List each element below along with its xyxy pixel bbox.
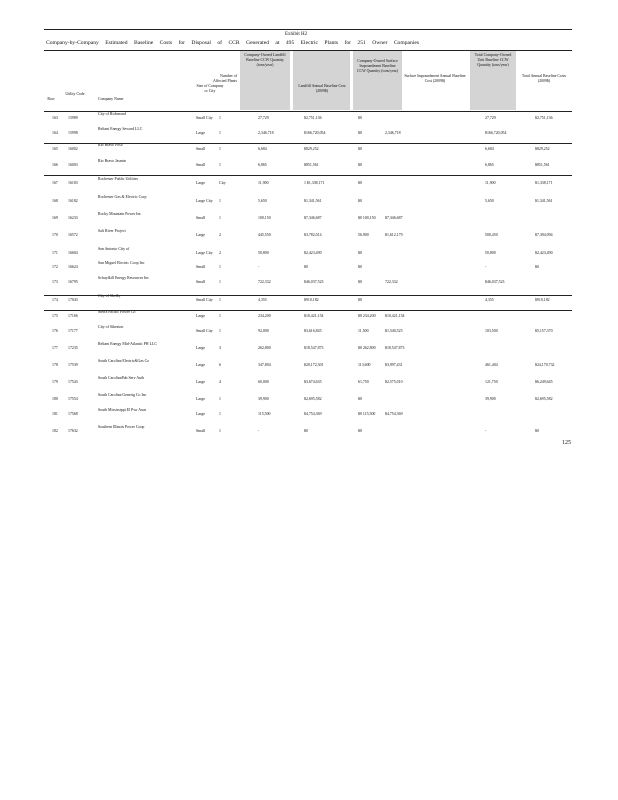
cell-tc: $1,341,561 [535, 199, 553, 203]
cell-tc: $2,751,136 [535, 116, 553, 120]
cell-lq: 6,865 [258, 163, 267, 167]
cell-tc: $6,249,645 [535, 380, 553, 384]
cell-name: Rio Bravo Poso [98, 143, 123, 147]
cell-row: 180 [52, 397, 58, 401]
cell-tq: 500,450 [485, 233, 498, 237]
cell-plants: 2 [219, 251, 221, 255]
cell-code: 16233 [68, 216, 78, 220]
cell-name: South Carolina Genertg Co Inc [98, 393, 147, 397]
cell-sc: $1,612,179 [385, 233, 403, 237]
cell-lq: 5,650 [258, 199, 267, 203]
header-landfill-cost: Landfill Annual Baseline Cost (2009$) [298, 84, 346, 93]
cell-sq: 61,750 [358, 380, 369, 384]
cell-lc: $3,674,635 [304, 380, 322, 384]
cell-lc: $0 [304, 265, 308, 269]
cell-plants: 2 [219, 233, 221, 237]
cell-code: 17043 [68, 298, 78, 302]
cell-sc: 2,346,718 [385, 131, 401, 135]
cell-size: Small [196, 163, 206, 167]
cell-lc: $7,346,687 [304, 216, 322, 220]
cell-sq: $0 [358, 280, 362, 284]
cell-lq: 234,200 [258, 314, 271, 318]
cell-code: 16795 [68, 280, 78, 284]
cell-lq: 445,550 [258, 233, 271, 237]
cell-plants: 6 [219, 363, 221, 367]
cell-lc: $910,182 [304, 298, 319, 302]
cell-tq: - [485, 429, 487, 433]
cell-name: Sierra Pacific Power Co [98, 310, 136, 314]
cell-size: Large [196, 314, 206, 318]
cell-lc: $4,754,369 [304, 412, 322, 416]
cell-tq: 121,750 [485, 380, 498, 384]
cell-size: Small [196, 280, 206, 284]
cell-sc: $3,997,431 [385, 363, 403, 367]
cell-size: Large [196, 380, 206, 384]
header-plants: Number of Affected Plants [212, 74, 237, 83]
cell-lc: $3,782,014 [304, 233, 322, 237]
cell-tc: $851,561 [535, 163, 550, 167]
cell-code: 17568 [68, 412, 78, 416]
cell-size: Small City [196, 329, 213, 333]
cell-plants: 1 [219, 329, 221, 333]
cell-sq: $0 [358, 265, 362, 269]
cell-code: 16604 [68, 251, 78, 255]
cell-size: Small [196, 265, 206, 269]
cell-sq: $0 [358, 298, 362, 302]
cell-code: 17235 [68, 346, 78, 350]
cell-code: 16182 [68, 199, 78, 203]
cell-tc: $0 [535, 265, 539, 269]
cell-lc: $0 [304, 429, 308, 433]
row-separator [44, 295, 572, 296]
cell-tq: - [485, 265, 487, 269]
row-separator [44, 310, 572, 311]
cell-sq: $0 115,500 [358, 412, 376, 416]
cell-sq: $0 [358, 116, 362, 120]
header-row: Row [47, 97, 55, 101]
cell-sq: 113,600 [358, 363, 371, 367]
cell-name: Reliant Energy Mid-Atlantic PH LLC [98, 342, 157, 346]
cell-name: South Carolina Electric&Gas Co [98, 359, 150, 363]
cell-tc: $910,182 [535, 298, 550, 302]
cell-plants: 1 [219, 163, 221, 167]
cell-tc: $1,338,171 [535, 181, 553, 185]
cell-plants: 1 [219, 199, 221, 203]
cell-tc: $5,157,370 [535, 329, 553, 333]
cell-lq: 92,000 [258, 329, 269, 333]
cell-tq: 461,404 [485, 363, 498, 367]
header-si-qty: Company-Owned Surface Impoundment Baseline CCW Quantity (tons/year) [356, 59, 399, 73]
cell-name: Salt River Project [98, 229, 126, 233]
cell-plants: City [219, 181, 226, 185]
page-number: 125 [562, 440, 571, 446]
cell-lq: 6,684 [258, 147, 267, 151]
cell-code: 17539 [68, 363, 78, 367]
cell-code: 16624 [68, 265, 78, 269]
cell-size: Large [196, 412, 206, 416]
cell-row: 176 [52, 329, 58, 333]
cell-size: Large [196, 397, 206, 401]
cell-sc: $7,346,687 [385, 216, 403, 220]
cell-sc: $1,540,525 [385, 329, 403, 333]
cell-tq: 6,865 [485, 163, 494, 167]
cell-lc: $3,616,845 [304, 329, 322, 333]
cell-lq: 27,729 [258, 116, 269, 120]
cell-name: Rochester Gas & Electric Corp [98, 195, 147, 199]
cell-lq: 60,000 [258, 380, 269, 384]
cell-sc: $4,754,369 [385, 412, 403, 416]
cell-size: Large City [196, 251, 213, 255]
cell-sq: $0 [358, 251, 362, 255]
cell-tq: 6,684 [485, 147, 494, 151]
cell-lc: $2,423,490 [304, 251, 322, 255]
cell-plants: 3 [219, 346, 221, 350]
cell-size: Small [196, 147, 206, 151]
cell-lq: 2,346,718 [258, 131, 274, 135]
cell-tq: 27,729 [485, 116, 496, 120]
header-utility-code: Utility Code [65, 92, 85, 96]
cell-size: Large [196, 131, 206, 135]
cell-name: Rio Bravo Jasmin [98, 159, 126, 163]
cell-row: 181 [52, 412, 58, 416]
cell-tc: $2,695,582 [535, 397, 553, 401]
cell-tc: $829,252 [535, 147, 550, 151]
cell-size: Small City [196, 298, 213, 302]
cell-code: 17554 [68, 397, 78, 401]
cell-sq: $0 [358, 199, 362, 203]
cell-tq: 39,900 [485, 397, 496, 401]
cell-plants: 1 [219, 116, 221, 120]
cell-name: San Miguel Electric Coop Inc [98, 261, 145, 265]
cell-code: 16183 [68, 181, 78, 185]
cell-row: 167 [52, 181, 58, 185]
cell-row: 166 [52, 163, 58, 167]
cell-lq: - [258, 265, 260, 269]
cell-lq: - [258, 429, 260, 433]
cell-size: Large [196, 346, 206, 350]
cell-name: San Antonio City of [98, 247, 130, 251]
cell-name: Rocky Mountain Power Inc [98, 212, 142, 216]
cell-lc: $20,172,301 [304, 363, 324, 367]
cell-sq: $0 262,800 [358, 346, 376, 350]
cell-row: 178 [52, 363, 58, 367]
header-company-name: Company Name [98, 97, 124, 101]
cell-lc: $851,561 [304, 163, 319, 167]
cell-name: South CarolinaPub Serv Auth [98, 376, 145, 380]
cell-size: Large City [196, 199, 213, 203]
cell-row: 182 [52, 429, 58, 433]
cell-lq: 39,900 [258, 397, 269, 401]
cell-row: 171 [52, 251, 58, 255]
cell-lq: 4,355 [258, 298, 267, 302]
cell-row: 174 [52, 298, 58, 302]
cell-tq: 50,800 [485, 251, 496, 255]
cell-sq: $0 [358, 163, 362, 167]
cell-size: Large [196, 181, 206, 185]
cell-sc: $10,421,154 [385, 314, 405, 318]
cell-row: 172 [52, 265, 58, 269]
cell-lc: $829,252 [304, 147, 319, 151]
cell-plants: 1 [219, 216, 221, 220]
cell-size: Large [196, 233, 206, 237]
cell-tq: 11,900 [485, 181, 496, 185]
cell-lc: $2,695,582 [304, 397, 322, 401]
cell-code: 17177 [68, 329, 78, 333]
cell-size: Small [196, 429, 206, 433]
cell-size: Small City [196, 116, 213, 120]
cell-row: 173 [52, 280, 58, 284]
cell-tc: $0 [535, 429, 539, 433]
header-size: Size of Company or City [196, 84, 224, 93]
cell-tq: 103,500 [485, 329, 498, 333]
cell-sc: $2,575,010 [385, 380, 403, 384]
cell-size: Large [196, 363, 206, 367]
cell-plants: 1 [219, 429, 221, 433]
cell-name: City of Shelby [98, 294, 121, 298]
cell-name: Reliant Energy Seward LLC [98, 127, 143, 131]
cell-tc: $24,170,732 [535, 363, 555, 367]
row-separator [44, 143, 572, 144]
cell-code: 17632 [68, 429, 78, 433]
cell-lc: $10,421,154 [304, 314, 324, 318]
cell-lc: $1,341,561 [304, 199, 322, 203]
cell-code: 16572 [68, 233, 78, 237]
cell-row: 165 [52, 147, 58, 151]
cell-plants: 4 [219, 380, 221, 384]
cell-lq: 100,150 [258, 216, 271, 220]
cell-plants: 1 [219, 265, 221, 269]
cell-row: 175 [52, 314, 58, 318]
cell-tq: $166,720,054 [485, 131, 507, 135]
cell-name: City of Richmond [98, 112, 127, 116]
cell-lc: $18,547,873 [304, 346, 324, 350]
cell-lq: 722,332 [258, 280, 271, 284]
cell-sq: 11,500 [358, 329, 369, 333]
cell-lc: $2,751,136 [304, 116, 322, 120]
cell-tq: 4,355 [485, 298, 494, 302]
cell-plants: 1 [219, 397, 221, 401]
cell-sq: $0 [358, 147, 362, 151]
cell-lq: 347,804 [258, 363, 271, 367]
cell-plants: 1 [219, 298, 221, 302]
cell-lc: $46,037,523 [304, 280, 324, 284]
cell-plants: 1 [219, 280, 221, 284]
cell-tq: 5,650 [485, 199, 494, 203]
cell-lc: 1 $1,338,171 [304, 181, 325, 185]
cell-lq: 115,500 [258, 412, 271, 416]
cell-lq: 262,800 [258, 346, 271, 350]
header-total-qty: Total Company-Owned Unit Baseline CCW Quantity (tons/year) [474, 53, 512, 67]
cell-sc: 722,332 [385, 280, 398, 284]
cell-name: City of Sikeston [98, 325, 124, 329]
cell-row: 163 [52, 116, 58, 120]
cell-sq: $0 234,200 [358, 314, 376, 318]
cell-plants: 1 [219, 314, 221, 318]
cell-plants: 1 [219, 147, 221, 151]
cell-plants: 1 [219, 131, 221, 135]
cell-name: Schuylkill Energy Resources Inc [98, 276, 150, 280]
cell-code: 17166 [68, 314, 78, 318]
cell-tc: $7,394,094 [535, 233, 553, 237]
cell-code: 15989 [68, 116, 78, 120]
cell-sq: 56,900 [358, 233, 369, 237]
cell-sq: $0 [358, 397, 362, 401]
header-landfill-qty: Company-Owned Landfill Baseline CCW Quantity (tons/year) [244, 53, 286, 67]
cell-row: 164 [52, 131, 58, 135]
cell-tc: $2,423,490 [535, 251, 553, 255]
header-si-cost: Surface Impoundment Annual Baseline Cost (2009$) [404, 74, 466, 83]
cell-row: 169 [52, 216, 58, 220]
cell-name: South Mississippi El Pwr Assn [98, 408, 146, 412]
cell-code: 15998 [68, 131, 78, 135]
cell-code: 16003 [68, 163, 78, 167]
cell-tq: $46,037,523 [485, 280, 505, 284]
cell-row: 177 [52, 346, 58, 350]
top-rule [44, 29, 572, 30]
exhibit-label: Exhibit H2 [285, 32, 308, 37]
cell-row: 170 [52, 233, 58, 237]
row-separator [44, 175, 572, 176]
cell-sq: $0 [358, 429, 362, 433]
header-total-cost: Total Annual Baseline Costs (2009$) [521, 74, 567, 83]
cell-sc: $18,547,873 [385, 346, 405, 350]
table-title: Company-by-Company Estimated Baseline Costs for Disposal of CCR Generated at 495 Electric Plants for 251 Owner Companies [46, 40, 419, 46]
cell-lq: 50,800 [258, 251, 269, 255]
cell-lc: $166,720,054 [304, 131, 326, 135]
cell-name: Rochester Public Utilities [98, 177, 138, 181]
cell-row: 179 [52, 380, 58, 384]
cell-code: 16002 [68, 147, 78, 151]
cell-size: Small [196, 216, 206, 220]
cell-plants: 1 [219, 412, 221, 416]
cell-name: Southern Illinois Power Coop [98, 425, 145, 429]
cell-sq: $0 [358, 131, 362, 135]
cell-lq: 11,900 [258, 181, 269, 185]
header-shade-landfill-cost [293, 51, 350, 110]
cell-sq: $0 [358, 181, 362, 185]
cell-code: 17543 [68, 380, 78, 384]
cell-sq: $0 100,150 [358, 216, 376, 220]
cell-row: 168 [52, 199, 58, 203]
